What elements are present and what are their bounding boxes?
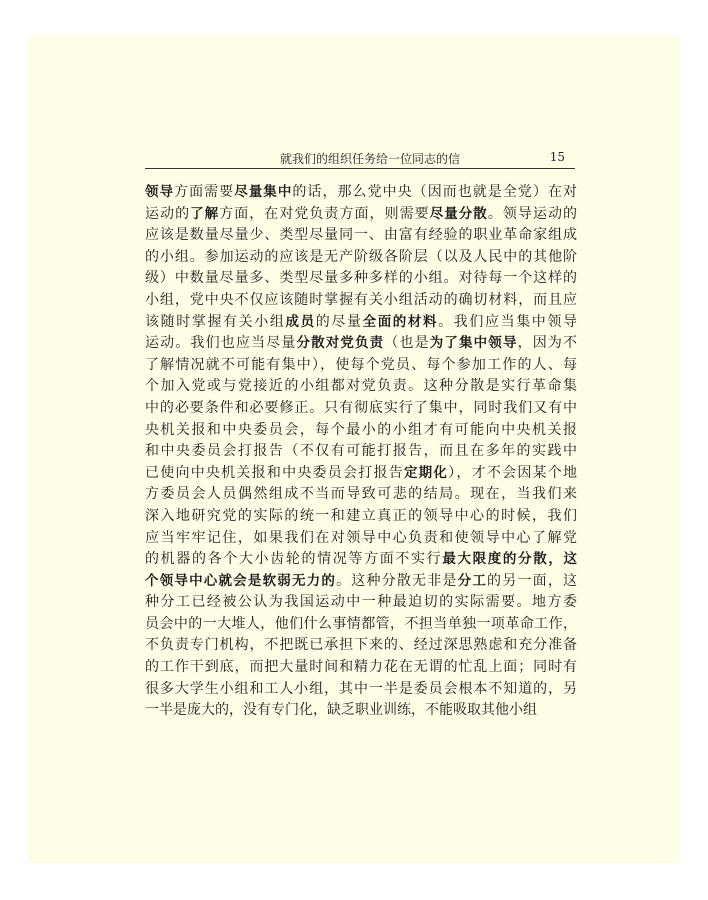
text-line bbox=[145, 290, 577, 312]
bold-phrase: 最大限度的分散，这 bbox=[442, 551, 578, 568]
text-run: 。我们应当集中领导 bbox=[438, 313, 578, 330]
bold-phrase: 为了集中领导 bbox=[429, 335, 518, 352]
text-line bbox=[145, 441, 577, 463]
text-run: 不负责专门机构，不把既已承担下来的、经过深思熟虑和充分准备 bbox=[145, 637, 577, 654]
text-run: 。领导运动的 bbox=[487, 205, 578, 222]
bold-phrase: 尽量分散 bbox=[429, 205, 488, 222]
text-run: 方面需要 bbox=[174, 184, 235, 200]
text-run: 的话，那么党中央（因而也就是全党）在对 bbox=[292, 184, 578, 200]
bold-phrase: 领导 bbox=[145, 184, 175, 200]
text-run: 和中央委员会打报告（不仅有可能打报告，而且在多年的实践中 bbox=[145, 443, 577, 460]
text-run: 。这种分散无非是 bbox=[336, 572, 458, 589]
text-line bbox=[145, 355, 577, 377]
text-run: 个加入党或与党接近的小组都对党负责。这种分散是实行革命集 bbox=[145, 378, 577, 395]
text-run: 的机器的各个大小齿轮的情况等方面不实行 bbox=[145, 551, 443, 568]
text-line bbox=[145, 657, 577, 679]
text-run: 小组，党中央不仅应该随时掌握有关小组活动的确切材料，而且应 bbox=[145, 291, 577, 308]
text-line bbox=[145, 204, 577, 226]
text-run: 已使向中央机关报和中央委员会打报告 bbox=[145, 464, 404, 481]
text-line bbox=[145, 635, 577, 657]
text-line bbox=[145, 679, 577, 701]
page-number: 15 bbox=[549, 150, 565, 164]
text-line bbox=[145, 247, 577, 269]
text-run: 央机关报和中央委员会，每个最小的小组才有可能向中央机关报 bbox=[145, 421, 577, 438]
text-line bbox=[145, 528, 577, 550]
text-run: 级）中数量尽量多、类型尽量多种多样的小组。对待每一个这样的 bbox=[145, 270, 577, 287]
body-text bbox=[145, 182, 577, 722]
text-run: 了解情况就不可能有集中），使每个党员、每个参加工作的人、每 bbox=[145, 356, 577, 373]
text-run: 方委员会人员偶然组成不当而导致可悲的结局。现在，当我们来 bbox=[145, 486, 577, 503]
text-line bbox=[145, 312, 577, 334]
bold-phrase: 分散对党负责 bbox=[296, 335, 385, 352]
text-run: 很多大学生小组和工人小组，其中一半是委员会根本不知道的，另 bbox=[145, 680, 577, 697]
text-run: 运动。我们也应当尽量 bbox=[145, 335, 297, 352]
running-header bbox=[145, 146, 575, 169]
text-line bbox=[145, 506, 577, 528]
text-run: 应当牢牢记住，如果我们在对领导中心负责和使领导中心了解党 bbox=[145, 529, 577, 546]
text-run: ，因为不 bbox=[517, 335, 578, 352]
text-line bbox=[145, 484, 577, 506]
text-run: 种分工已经被公认为我国运动中一种最迫切的实际需要。地方委 bbox=[145, 594, 577, 611]
text-run: 的另一面，这 bbox=[487, 572, 578, 589]
text-line bbox=[145, 592, 577, 614]
text-run: 中的必要条件和必要修正。只有彻底实行了集中，同时我们又有中 bbox=[145, 399, 577, 416]
text-line bbox=[145, 420, 577, 442]
text-run: 应该是数量尽量少、类型尽量同一、由富有经验的职业革命家组成 bbox=[145, 227, 577, 244]
text-line bbox=[145, 182, 577, 204]
text-run: 一半是庞大的，没有专门化，缺乏职业训练，不能吸取其他小组 bbox=[145, 702, 537, 719]
text-run: 员会中的一大堆人，他们什么事情都管，不担当单独一项革命工作， bbox=[145, 615, 577, 632]
text-line bbox=[145, 225, 577, 247]
text-line bbox=[145, 268, 577, 290]
text-run: 的尽量 bbox=[315, 313, 363, 330]
bold-phrase: 成员 bbox=[285, 313, 316, 330]
text-line bbox=[145, 614, 577, 636]
text-line bbox=[145, 571, 577, 593]
text-run: 的工作干到底，而把大量时间和精力花在无谓的忙乱上面；同时有 bbox=[145, 659, 577, 676]
text-line bbox=[145, 333, 577, 355]
bold-phrase: 了解 bbox=[190, 205, 220, 222]
text-run: （也是 bbox=[384, 335, 430, 352]
text-run: 该随时掌握有关小组 bbox=[145, 313, 286, 330]
text-line bbox=[145, 376, 577, 398]
header-title: 就我们的组织任务给一位同志的信 bbox=[280, 152, 461, 166]
text-line bbox=[145, 463, 577, 485]
bold-phrase: 个领导中心就会是软弱无力的 bbox=[145, 572, 337, 589]
bold-phrase: 分工 bbox=[457, 572, 488, 589]
text-line bbox=[145, 549, 577, 571]
bold-phrase: 定期化 bbox=[403, 464, 449, 481]
text-run: 方面，在对党负责方面，则需要 bbox=[219, 205, 430, 222]
bold-phrase: 全面的材料 bbox=[362, 313, 439, 330]
text-line bbox=[145, 398, 577, 420]
text-run: 的小组。参加运动的应该是无产阶级各阶层（以及人民中的其他阶 bbox=[145, 248, 577, 265]
bold-phrase: 尽量集中 bbox=[234, 184, 293, 200]
text-run: ），才不会因某个地 bbox=[448, 464, 578, 481]
text-run: 深入地研究党的实际的统一和建立真正的领导中心的时候，我们 bbox=[145, 507, 577, 524]
text-line bbox=[145, 700, 577, 722]
text-run: 运动的 bbox=[145, 205, 191, 222]
